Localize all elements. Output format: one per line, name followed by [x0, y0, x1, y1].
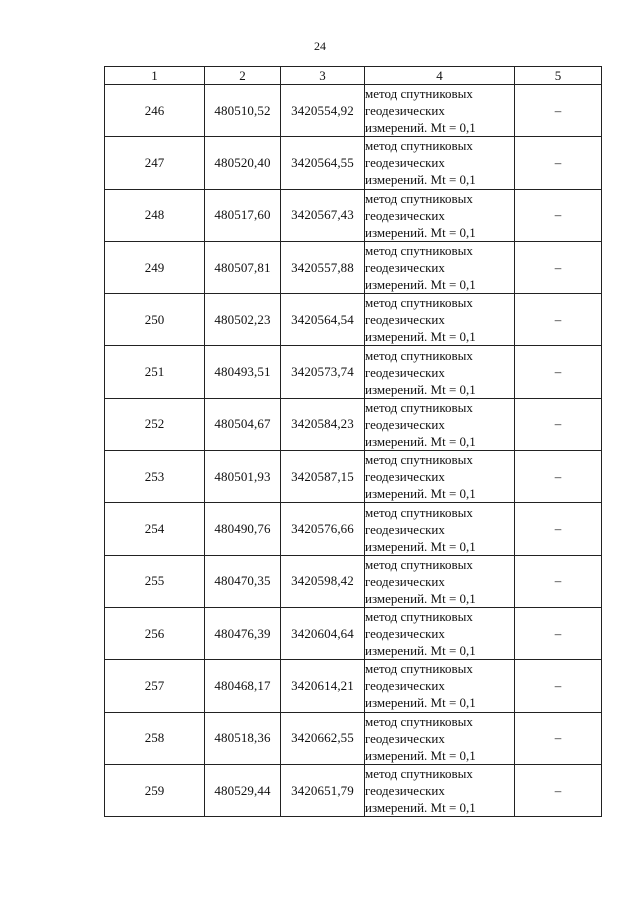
- y-coordinate-cell: 3420651,79: [281, 764, 365, 816]
- x-coordinate-cell: 480468,17: [205, 660, 281, 712]
- y-coordinate-cell: 3420573,74: [281, 346, 365, 398]
- x-coordinate-cell: 480520,40: [205, 137, 281, 189]
- note-cell: –: [515, 660, 602, 712]
- method-cell: метод спутниковых геодезических измерений. Mt = 0,1: [365, 398, 515, 450]
- method-cell: метод спутниковых геодезических измерений. Mt = 0,1: [365, 712, 515, 764]
- point-number-cell: 258: [105, 712, 205, 764]
- point-number-cell: 251: [105, 346, 205, 398]
- y-coordinate-cell: 3420598,42: [281, 555, 365, 607]
- method-cell: метод спутниковых геодезических измерений. Mt = 0,1: [365, 607, 515, 659]
- header-col-2: 2: [205, 67, 281, 85]
- y-coordinate-cell: 3420564,55: [281, 137, 365, 189]
- y-coordinate-cell: 3420614,21: [281, 660, 365, 712]
- note-cell: –: [515, 712, 602, 764]
- note-cell: –: [515, 137, 602, 189]
- note-cell: –: [515, 346, 602, 398]
- point-number-cell: 246: [105, 85, 205, 137]
- point-number-cell: 256: [105, 607, 205, 659]
- method-cell: метод спутниковых геодезических измерений. Mt = 0,1: [365, 555, 515, 607]
- table-row: [105, 241, 602, 293]
- header-col-3: 3: [281, 67, 365, 85]
- table-row: [105, 398, 602, 450]
- x-coordinate-cell: 480510,52: [205, 85, 281, 137]
- point-number-cell: 252: [105, 398, 205, 450]
- point-number-cell: 259: [105, 764, 205, 816]
- note-cell: –: [515, 398, 602, 450]
- x-coordinate-cell: 480470,35: [205, 555, 281, 607]
- y-coordinate-cell: 3420557,88: [281, 241, 365, 293]
- x-coordinate-cell: 480493,51: [205, 346, 281, 398]
- table-row: [105, 764, 602, 816]
- method-cell: метод спутниковых геодезических измерений. Mt = 0,1: [365, 503, 515, 555]
- note-cell: –: [515, 85, 602, 137]
- point-number-cell: 257: [105, 660, 205, 712]
- note-cell: –: [515, 555, 602, 607]
- method-cell: метод спутниковых геодезических измерений. Mt = 0,1: [365, 85, 515, 137]
- x-coordinate-cell: 480518,36: [205, 712, 281, 764]
- page-number: 24: [314, 39, 326, 53]
- y-coordinate-cell: 3420587,15: [281, 451, 365, 503]
- x-coordinate-cell: 480504,67: [205, 398, 281, 450]
- header-row: [105, 67, 602, 85]
- y-coordinate-cell: 3420554,92: [281, 85, 365, 137]
- method-cell: метод спутниковых геодезических измерений. Mt = 0,1: [365, 189, 515, 241]
- method-cell: метод спутниковых геодезических измерений. Mt = 0,1: [365, 451, 515, 503]
- y-coordinate-cell: 3420662,55: [281, 712, 365, 764]
- method-cell: метод спутниковых геодезических измерений. Mt = 0,1: [365, 346, 515, 398]
- method-cell: метод спутниковых геодезических измерений. Mt = 0,1: [365, 660, 515, 712]
- table-header: [105, 67, 602, 85]
- table-row: [105, 451, 602, 503]
- table-row: [105, 346, 602, 398]
- table-row: [105, 294, 602, 346]
- header-col-5: 5: [515, 67, 602, 85]
- table-body: [105, 85, 602, 817]
- table-row: [105, 137, 602, 189]
- x-coordinate-cell: 480476,39: [205, 607, 281, 659]
- point-number-cell: 253: [105, 451, 205, 503]
- point-number-cell: 255: [105, 555, 205, 607]
- table-row: [105, 503, 602, 555]
- method-cell: метод спутниковых геодезических измерений. Mt = 0,1: [365, 241, 515, 293]
- table-row: [105, 85, 602, 137]
- note-cell: –: [515, 189, 602, 241]
- point-number-cell: 248: [105, 189, 205, 241]
- header-col-1: 1: [105, 67, 205, 85]
- note-cell: –: [515, 294, 602, 346]
- method-cell: метод спутниковых геодезических измерений. Mt = 0,1: [365, 137, 515, 189]
- x-coordinate-cell: 480529,44: [205, 764, 281, 816]
- coordinates-table: [104, 66, 602, 817]
- table-row: [105, 607, 602, 659]
- note-cell: –: [515, 241, 602, 293]
- y-coordinate-cell: 3420604,64: [281, 607, 365, 659]
- table-row: [105, 189, 602, 241]
- point-number-cell: 250: [105, 294, 205, 346]
- table-row: [105, 555, 602, 607]
- note-cell: –: [515, 764, 602, 816]
- y-coordinate-cell: 3420567,43: [281, 189, 365, 241]
- header-col-4: 4: [365, 67, 515, 85]
- x-coordinate-cell: 480507,81: [205, 241, 281, 293]
- y-coordinate-cell: 3420584,23: [281, 398, 365, 450]
- table-row: [105, 712, 602, 764]
- point-number-cell: 249: [105, 241, 205, 293]
- y-coordinate-cell: 3420576,66: [281, 503, 365, 555]
- x-coordinate-cell: 480502,23: [205, 294, 281, 346]
- y-coordinate-cell: 3420564,54: [281, 294, 365, 346]
- x-coordinate-cell: 480490,76: [205, 503, 281, 555]
- method-cell: метод спутниковых геодезических измерений. Mt = 0,1: [365, 764, 515, 816]
- table-row: [105, 660, 602, 712]
- point-number-cell: 254: [105, 503, 205, 555]
- x-coordinate-cell: 480501,93: [205, 451, 281, 503]
- x-coordinate-cell: 480517,60: [205, 189, 281, 241]
- point-number-cell: 247: [105, 137, 205, 189]
- method-cell: метод спутниковых геодезических измерений. Mt = 0,1: [365, 294, 515, 346]
- note-cell: –: [515, 451, 602, 503]
- note-cell: –: [515, 607, 602, 659]
- note-cell: –: [515, 503, 602, 555]
